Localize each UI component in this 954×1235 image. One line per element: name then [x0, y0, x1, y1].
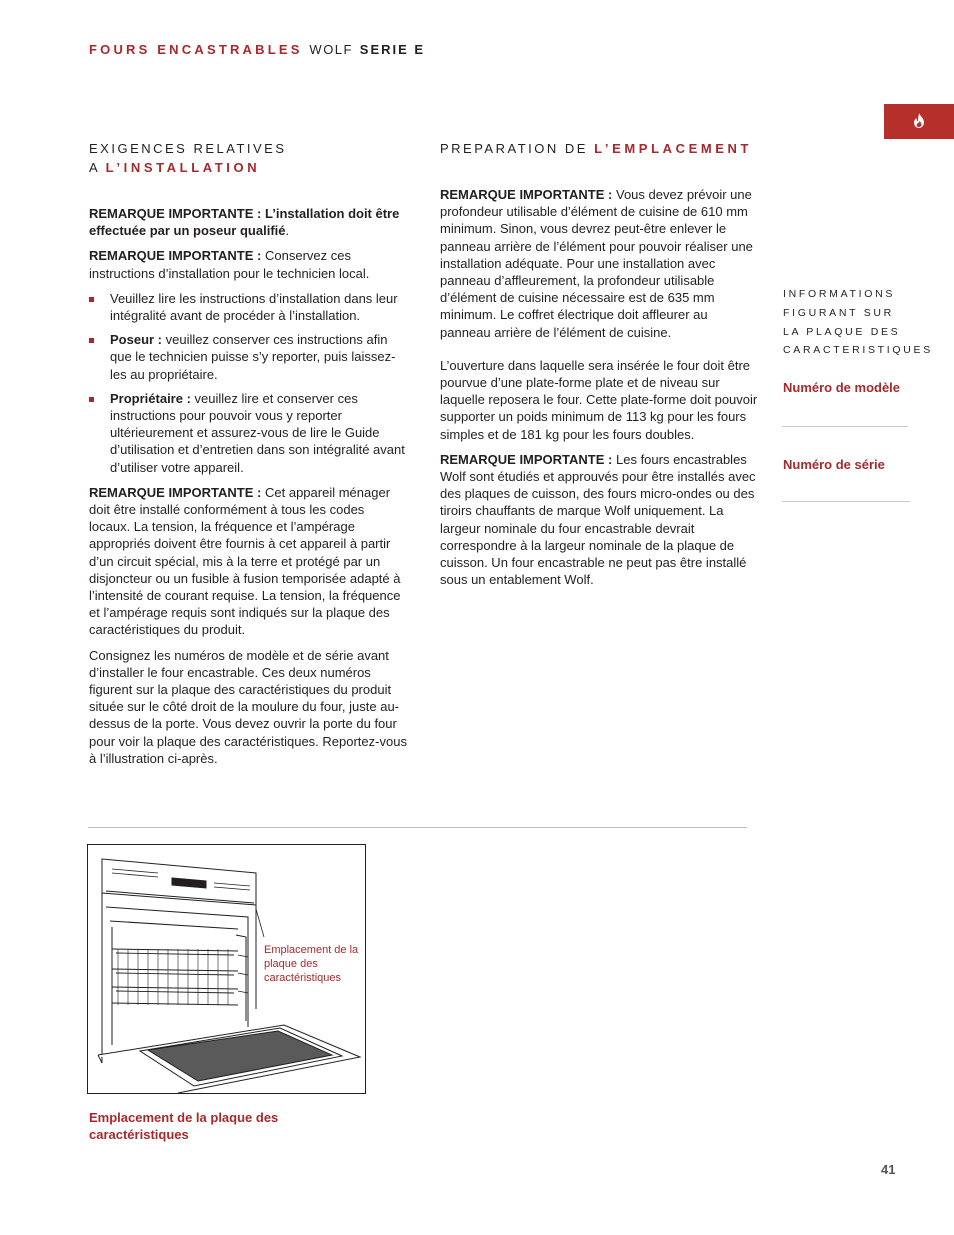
left-title-accent: L’INSTALLATION — [105, 160, 261, 175]
paragraph-serial: Consignez les numéros de modèle et de série avant d’installer le four encastrable. Ces deux numéros figurent sur la plaque des caractéristiques du produit située sur le côté droit de la moulure du four, juste au-dessus de la porte. Vous devez ouvrir la porte du four pour voir la plaque des caractéristiques. Reportez-vous à l’illustration ci-après. — [89, 647, 407, 766]
middle-title-prefix: PREPARATION DE — [440, 141, 588, 156]
list-item-text: veuillez lire et conserver ces instructions pour pouvoir vous y reporter ultérieurement et assurez-vous de lire le Guide d’utilisation et d’entretien dans son intégralité avant d’utiliser votre appareil. — [110, 390, 405, 475]
note-compat — [440, 451, 758, 589]
left-title-prefix: A — [89, 160, 100, 175]
left-section-title — [89, 139, 287, 177]
list-item-text: Veuillez lire les instructions d’installation dans leur intégralité avant de procéder à l’installation. — [110, 290, 398, 324]
section-divider — [88, 827, 747, 828]
note-compat-text: Les fours encastrables Wolf sont étudiés et approuvés pour être installés avec des plaques de cuisson, des fours micro-ondes ou des tiroirs chauffants de marque Wolf uniquement. La largeur nominale du four encastrable devrait correspondre à la largeur nominale de la plaque de cuisson. Un four encastrable ne peut pas être installé sous un entablement Wolf. — [440, 451, 756, 588]
note-3 — [89, 484, 407, 639]
model-number-label: Numéro de modèle — [783, 380, 901, 395]
note-1-label: REMARQUE IMPORTANTE : — [89, 206, 262, 221]
bullet-square-icon — [89, 397, 94, 402]
note-2-text: Conservez ces instructions d’installation pour le technicien local. — [89, 248, 370, 281]
header-brand: WOLF — [309, 42, 353, 57]
instruction-list — [89, 290, 407, 476]
note-1: REMARQUE IMPORTANTE : L’installation doit être effectuée par un poseur qualifié. — [89, 206, 400, 239]
list-item-label: Propriétaire : — [110, 390, 191, 406]
note-3-text: Cet appareil ménager doit être installé conformément à tous les codes locaux. La tension, la fréquence et l’ampérage appropriés doivent être fournis à cet appareil à partir d’un circuit spécial, mis à la terre et protégé par un disjoncteur ou un fusible à fusion temporisée adapté à l’intensité de courant requise. La tension, la fréquence et l’ampérage requis sont indiqués sur la plaque des caractéristiques du produit. — [89, 484, 401, 638]
sidebar-title-line: FIGURANT SUR — [783, 306, 894, 319]
model-number-field-line — [782, 426, 908, 427]
note-1-text: L’installation doit être effectuée par un poseur qualifié — [89, 206, 400, 239]
note-2-label: REMARQUE IMPORTANTE : — [89, 248, 262, 264]
left-title-line1: EXIGENCES RELATIVES — [89, 141, 287, 156]
sidebar-title-line: INFORMATIONS — [783, 288, 896, 300]
note-depth-label: REMARQUE IMPORTANTE : — [440, 187, 613, 202]
header-title-accent: FOURS ENCASTRABLES — [89, 42, 303, 57]
oven-illustration-frame — [87, 844, 366, 1094]
note-depth-text: Vous devez prévoir une profondeur utilisable d’élément de cuisine de 610 mm minimum. Sinon, vous devrez peut-être enlever le panneau arrière de l’élément pour pouvoir réaliser une installation adéquate. Pour une installation avec panneau d’affleurement, la profondeur utilisable d’élément de cuisine nécessaire est de 635 mm minimum. Le coffret électrique doit affleurer au panneau arrière de l’élément de cuisine. — [440, 187, 753, 340]
sidebar-title-line: CARACTERISTIQUES — [783, 344, 933, 357]
serial-number-label: Numéro de série — [783, 457, 885, 472]
middle-section-title — [440, 139, 752, 158]
sidebar-title — [783, 285, 933, 360]
left-column — [89, 205, 407, 775]
list-item-text: veuillez conserver ces instructions afin que le technicien puisse s’y reporter, puis laissez-les au propriétaire. — [110, 332, 396, 382]
note-compat-label: REMARQUE IMPORTANTE : — [440, 451, 613, 467]
list-item — [89, 290, 407, 324]
paragraph-platform: L’ouverture dans laquelle sera insérée le four doit être pourvue d’une plate-forme plate et de niveau sur laquelle reposera le four. Cette plate-forme doit pouvoir supporter un poids minimum de 113 kg pour les fours simples et de 181 kg pour les fours doubles. — [440, 357, 758, 442]
middle-title-accent: L’EMPLACEMENT — [594, 141, 753, 156]
serial-number-field-line — [782, 501, 910, 502]
bullet-square-icon — [89, 297, 94, 302]
list-item — [89, 331, 407, 383]
note-2 — [89, 247, 407, 281]
note-depth — [440, 186, 758, 341]
bullet-square-icon — [89, 338, 94, 343]
flame-icon — [913, 113, 925, 128]
list-item-label: Poseur : — [110, 332, 163, 348]
running-header — [89, 42, 425, 57]
figure-caption: Emplacement de la plaque des caractéristiques — [89, 1110, 279, 1142]
header-series: SERIE E — [359, 42, 426, 57]
sidebar-title-line: LA PLAQUE DES — [783, 325, 901, 338]
figure-callout-label: Emplacement de la plaque des caractéristiques — [264, 944, 359, 984]
middle-column — [440, 186, 758, 596]
list-item — [89, 390, 407, 476]
section-tab — [884, 104, 954, 139]
note-3-label: REMARQUE IMPORTANTE : — [89, 484, 262, 500]
page-number: 41 — [881, 1162, 896, 1177]
